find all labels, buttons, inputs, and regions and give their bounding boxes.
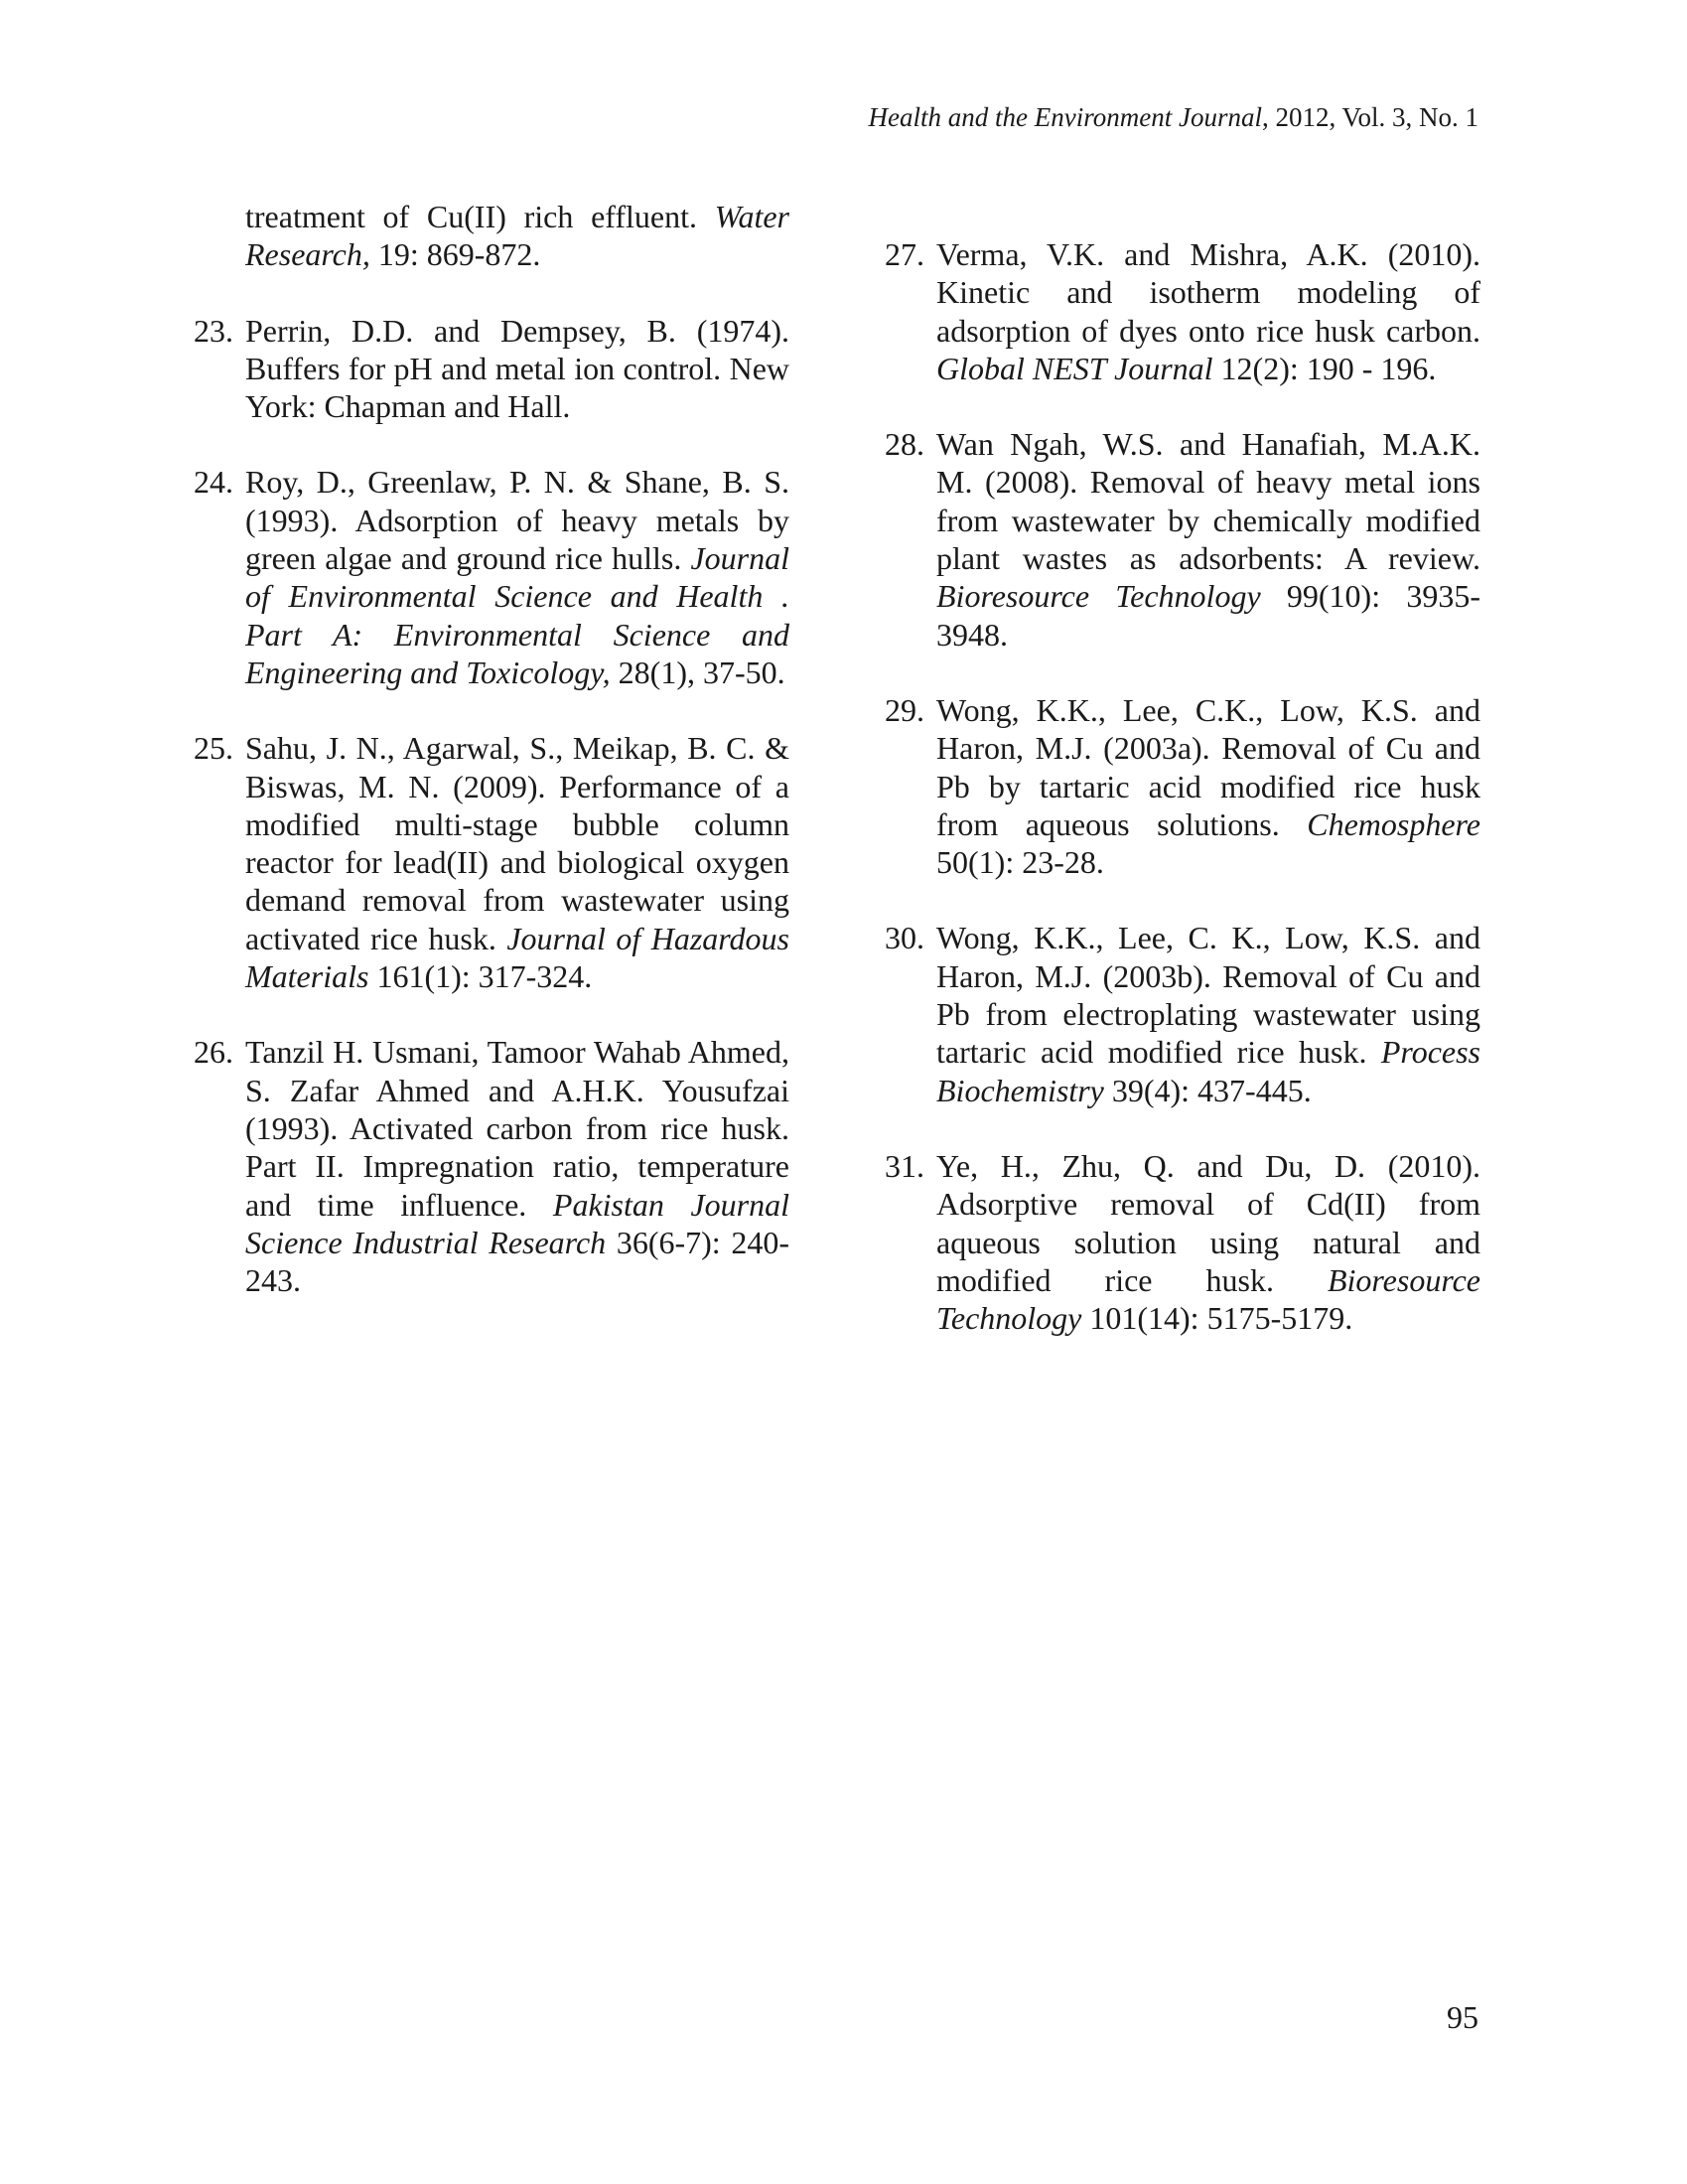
- ref-pages: 39(4): 437-445.: [1103, 1072, 1312, 1108]
- ref-source: Bioresource Technology: [936, 1261, 1480, 1337]
- reference-27: [885, 235, 1480, 387]
- running-header: [869, 97, 1478, 137]
- ref-text: Roy, D., Greenlaw, P. N. & Shane, B. S. (1993). Adsorption of heavy metals by green algae and ground rice hulls.: [245, 464, 789, 577]
- ref-pages: 99(10): 3935-3948.: [936, 578, 1480, 653]
- right-column: [885, 235, 1480, 1375]
- ref-number: 25.: [194, 730, 233, 767]
- ref-number: 26.: [194, 1034, 233, 1071]
- reference-25: [194, 729, 789, 995]
- ref-pages: 12(2): 190 - 196.: [1212, 350, 1437, 386]
- ref-text: Sahu, J. N., Agarwal, S., Meikap, B. C. & Biswas, M. N. (2009). Performance of a modified multi-stage bubble column reactor for lead(II) and biological oxygen demand removal from wastewater using activated rice husk.: [245, 730, 789, 956]
- ref-number: 24.: [194, 464, 233, 501]
- reference-23: [194, 312, 789, 426]
- ref-source: Bioresource Technology: [936, 578, 1261, 615]
- left-column: [194, 198, 789, 1337]
- ref-source: Water Research,: [245, 199, 789, 273]
- ref-text: treatment of Cu(II) rich effluent.: [245, 199, 715, 234]
- ref-pages: 36(6-7): 240-243.: [245, 1224, 790, 1299]
- ref-source: Journal of Environmental Science and Health . Part A: Environmental Science and Engineering and Toxicology,: [245, 540, 789, 690]
- ref-number: 31.: [885, 1147, 924, 1184]
- reference-28: [885, 425, 1480, 654]
- reference-24: [194, 463, 789, 691]
- journal-volume-info: , 2012, Vol. 3, No. 1: [1261, 102, 1478, 132]
- ref-number: 28.: [885, 426, 924, 463]
- reference-30: [885, 919, 1480, 1108]
- ref-number: 27.: [885, 236, 924, 272]
- reference-26: [194, 1033, 789, 1299]
- ref-source: Pakistan Journal Science Industrial Research: [245, 1186, 790, 1260]
- ref-pages: 28(1), 37-50.: [610, 654, 785, 690]
- ref-text: Tanzil H. Usmani, Tamoor Wahab Ahmed, S. Zafar Ahmed and A.H.K. Yousufzai (1993). Activated carbon from rice husk. Part II. Impregnation ratio, temperature and time influence.: [245, 1034, 789, 1223]
- ref-number: 29.: [885, 691, 924, 728]
- ref-pages: 50(1): 23-28.: [936, 844, 1104, 881]
- reference-continuation: [194, 198, 789, 274]
- page-number: 95: [1447, 1999, 1478, 2035]
- journal-name: Health and the Environment Journal: [868, 102, 1262, 132]
- ref-source: Journal of Hazardous Materials: [245, 920, 790, 995]
- ref-pages: 101(14): 5175-5179.: [1081, 1300, 1353, 1337]
- ref-text: Wan Ngah, W.S. and Hanafiah, M.A.K. M. (2008). Removal of heavy metal ions from wastewater by chemically modified plant wastes as adsorbents: A review.: [936, 426, 1480, 577]
- ref-text: Wong, K.K., Lee, C.K., Low, K.S. and Haron, M.J. (2003a). Removal of Cu and Pb by tartaric acid modified rice husk from aqueous solutions.: [936, 691, 1480, 842]
- ref-pages: 161(1): 317-324.: [368, 958, 593, 995]
- ref-text: Perrin, D.D. and Dempsey, B. (1974). Buffers for pH and metal ion control. New York: Chapman and Hall.: [245, 312, 789, 425]
- reference-31: [885, 1147, 1480, 1337]
- ref-source: Process Biochemistry: [936, 1034, 1480, 1108]
- ref-source: Chemosphere: [1307, 805, 1480, 842]
- ref-pages: 19: 869-872.: [369, 236, 541, 273]
- ref-text: Ye, H., Zhu, Q. and Du, D. (2010). Adsorptive removal of Cd(II) from aqueous solution using natural and modified rice husk.: [936, 1147, 1480, 1298]
- ref-number: 30.: [885, 920, 924, 956]
- ref-source: Global NEST Journal: [936, 350, 1213, 386]
- ref-text: Verma, V.K. and Mishra, A.K. (2010). Kinetic and isotherm modeling of adsorption of dyes onto rice husk carbon.: [936, 236, 1480, 349]
- ref-text: Wong, K.K., Lee, C. K., Low, K.S. and Haron, M.J. (2003b). Removal of Cu and Pb from electroplating wastewater using tartaric acid modified rice husk.: [936, 920, 1480, 1071]
- reference-29: [885, 691, 1480, 881]
- ref-number: 23.: [194, 312, 233, 349]
